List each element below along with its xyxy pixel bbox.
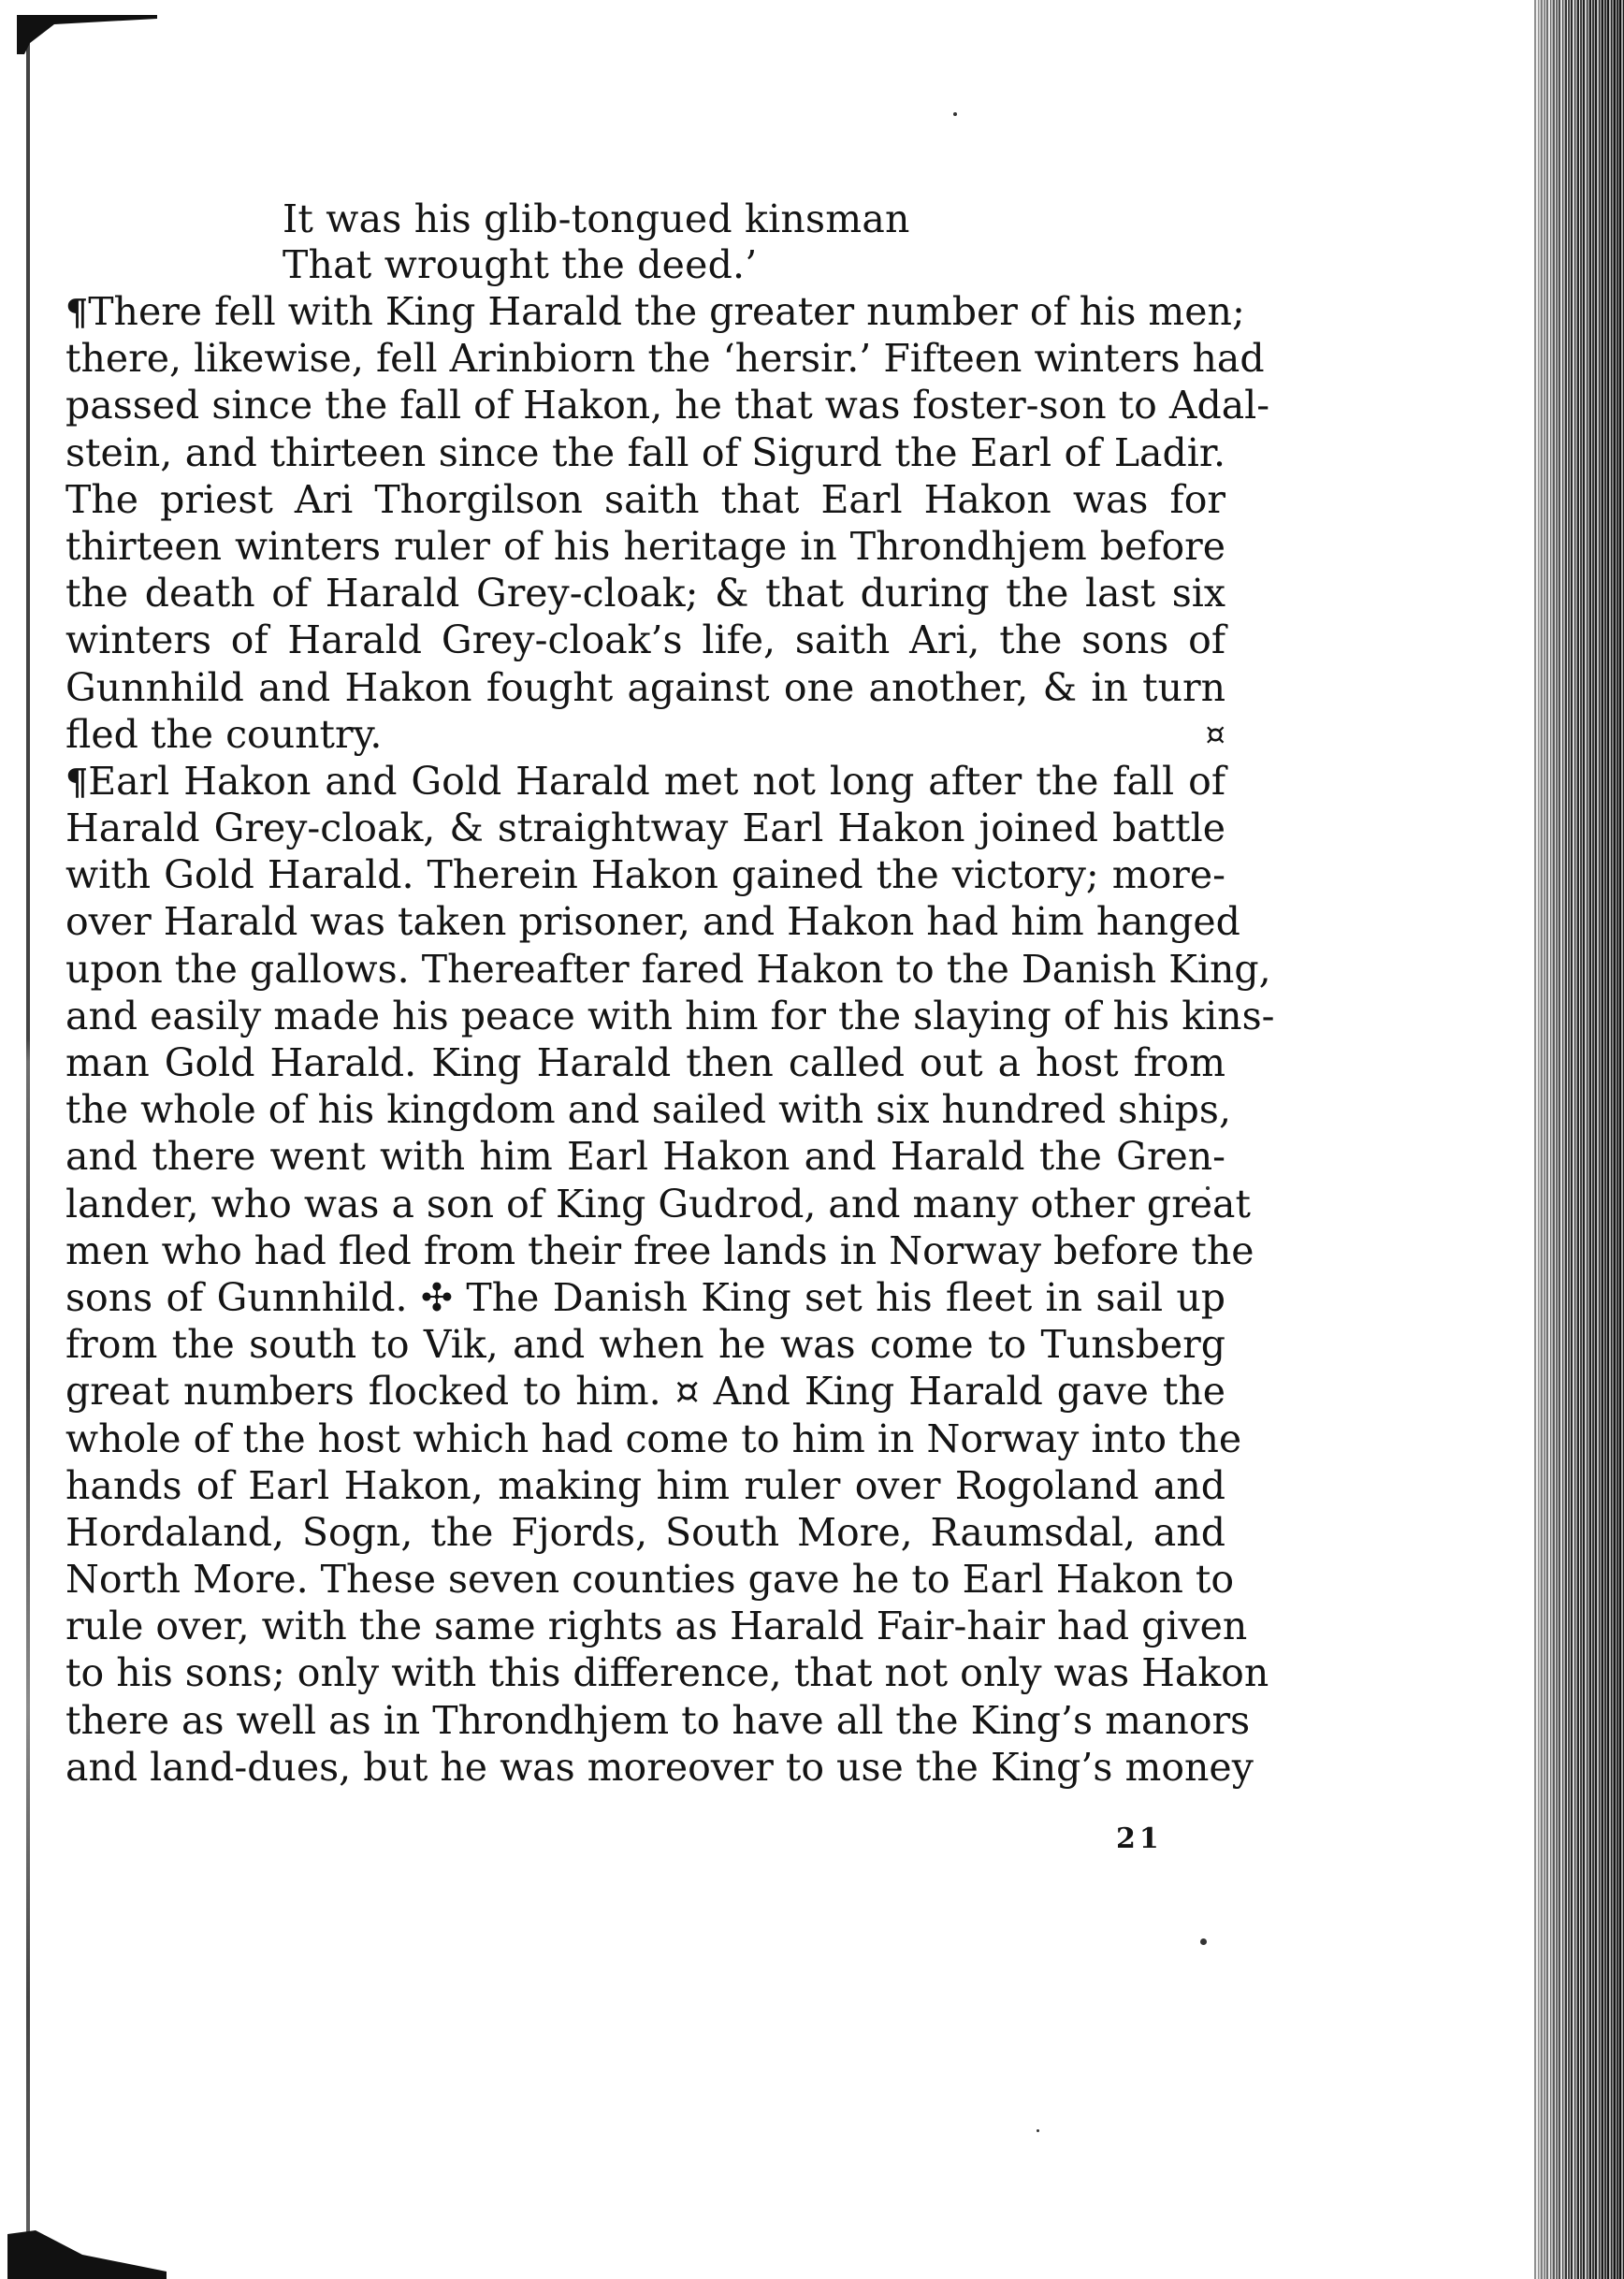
dust-speck [1037,2129,1039,2132]
paragraph-1-line: The priest Ari Thorgilson saith that Earl Hakon was for [65,476,1225,522]
paragraph-1-line: the death of Harald Grey-cloak; & that during the last six [65,571,1225,617]
paragraph-2-line: from the south to Vik, and when he was come to Tunsberg [65,1322,1225,1368]
paragraph-2-line: and land-dues, but he was moreover to use the King’s money [65,1744,1254,1790]
scan-corner-top [17,15,157,54]
pilcrow-mark: ¶ [65,760,89,803]
paragraph-2-line: man Gold Harald. King Harald then called out a host from [65,1040,1225,1085]
paragraph-2-line: the whole of his kingdom and sailed with six hundred ships, [65,1087,1231,1133]
paragraph-2-line: lander, who was a son of King Gudrod, and many other great [65,1181,1251,1227]
paragraph-1-line: stein, and thirteen since the fall of Sigurd the Earl of Ladir. [65,429,1225,475]
scan-spine-shade [1534,0,1624,2279]
verse-line-2: That wrought the deed.’ [283,242,758,287]
paragraph-1-line: thirteen winters ruler of his heritage in Throndhjem before [65,523,1225,569]
paragraph-2-line: with Gold Harald. Therein Hakon gained the victory; more- [65,852,1225,898]
scan-corner-bottom [7,2227,167,2279]
dust-speck [953,112,957,116]
verse-line-1: It was his glib-tongued kinsman [283,196,910,241]
dust-speck [1200,1938,1207,1945]
pilcrow-mark: ¶ [65,291,89,333]
paragraph-2-line: Hordaland, Sogn, the Fjords, South More, Raumsdal, and [65,1509,1225,1555]
paragraph-2-line: ¶Earl Hakon and Gold Harald met not long after the fall of [65,758,1225,804]
paragraph-2-line: there as well as in Throndhjem to have all the King’s manors [65,1697,1251,1743]
paragraph-2-line: to his sons; only with this difference, that not only was Hakon [65,1650,1269,1696]
paragraph-2-line: men who had fled from their free lands in Norway before the [65,1227,1254,1273]
paragraph-2-line: sons of Gunnhild. ✣ The Danish King set his fleet in sail up [65,1274,1225,1320]
paragraph-1-line: ¶There fell with King Harald the greater number of his men; [65,289,1245,334]
paragraph-2-line: rule over, with the same rights as Harald Fair-hair had given [65,1604,1248,1649]
paragraph-1-line: there, likewise, fell Arinbiorn the ‘hersir.’ Fifteen winters had [65,336,1265,382]
paragraph-1-line: Gunnhild and Hakon fought against one another, & in turn [65,664,1225,710]
paragraph-2-line: great numbers flocked to him. ¤ And King Harald gave the [65,1369,1225,1415]
paragraph-2-line: over Harald was taken prisoner, and Hakon had him hanged [65,899,1240,945]
paragraph-2-line: Harald Grey-cloak, & straightway Earl Hakon joined battle [65,806,1225,851]
paragraph-2-line: North More. These seven counties gave he to Earl Hakon to [65,1557,1235,1603]
paragraph-2-line: upon the gallows. Thereafter fared Hakon to the Danish King, [65,946,1271,992]
page-number: 21 [1116,1822,1163,1855]
scan-left-edge [26,37,30,2264]
paragraph-1-line: passed since the fall of Hakon, he that was foster-son to Adal- [65,383,1270,428]
paragraph-2-line: whole of the host which had come to him in Norway into the [65,1415,1242,1461]
paragraph-1-last-line: fled the country. ¤ [65,711,1225,757]
end-ornament: ¤ [1205,715,1225,753]
paragraph-2-line: and there went with him Earl Hakon and Harald the Gren- [65,1134,1225,1180]
paragraph-2-line: and easily made his peace with him for the slaying of his kins- [65,993,1275,1038]
paragraph-2-line: hands of Earl Hakon, making him ruler over Rogoland and [65,1462,1225,1508]
paragraph-1-line: winters of Harald Grey-cloak’s life, saith Ari, the sons of [65,617,1225,663]
body-text [65,288,1275,1791]
